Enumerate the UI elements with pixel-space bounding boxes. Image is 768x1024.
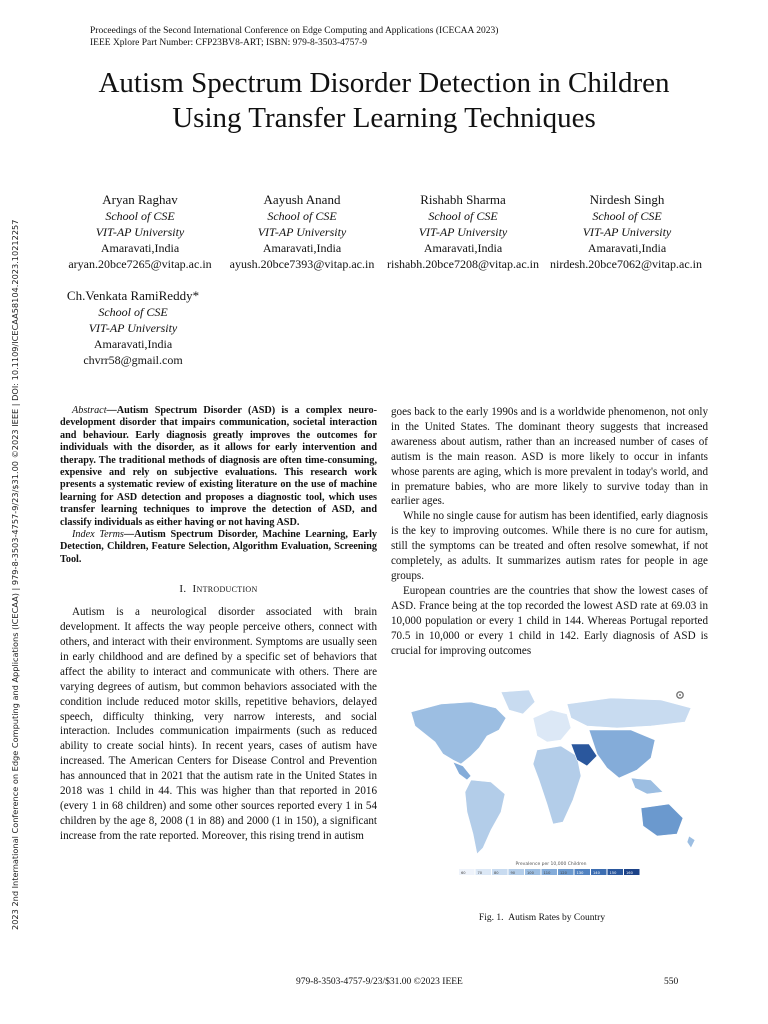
legend-tick-label: 140: [593, 870, 600, 875]
caption-label: Fig. 1.: [478, 913, 504, 923]
paper-title: [20, 66, 748, 136]
author-block: [547, 192, 707, 272]
body-paragraph: goes back to the early 1990s and is a worldwide phenomenon, not only in the United States. The dominant theory suggests that increased awareness about autism, rather than an increased number of cases of autism is the main reason. ASD is more likely to occur in infants whose parents are aging, which is more prevalent in today's world, and in premature babies, who are more likely to survive today than in earlier ages.: [391, 406, 708, 508]
index-terms: [60, 529, 377, 566]
author-location: Amaravati,India: [93, 337, 173, 351]
map-legend: [459, 869, 640, 875]
author-dept: School of CSE: [428, 209, 498, 223]
isbn-header: IEEE Xplore Part Number: CFP23BV8-ART; ISBN: 979-8-3503-4757-9: [90, 38, 368, 48]
footer-copyright: 979-8-3503-4757-9/23/$31.00 ©2023 IEEE: [296, 977, 463, 987]
page-number: 550: [664, 977, 679, 987]
author-location: Amaravati,India: [587, 241, 667, 255]
author-university: VIT-AP University: [582, 225, 672, 239]
section-title: Introduction: [192, 583, 258, 596]
index-terms-label: Index Terms: [72, 529, 124, 541]
legend-tick-label: 60: [461, 870, 466, 875]
world-choropleth-map: [401, 684, 701, 896]
legend-tick-label: 80: [494, 870, 499, 875]
author-dept: School of CSE: [592, 209, 662, 223]
author-block: [383, 192, 543, 272]
author-location: Amaravati,India: [262, 241, 342, 255]
author-email[interactable]: rishabh.20bce7208@vitap.ac.in: [386, 257, 539, 271]
author-university: VIT-AP University: [88, 321, 178, 335]
body-paragraph: European countries are the countries that show the lowest cases of ASD. France being at the top recorded the lowest ASD rate at 69.03 in 10,000 population or every 1 child in 144. Whereas Portugal reported 70.5 in 10,000 or every 1 child in 142. Early diagnosis of ASD is crucial for improving outcomes: [391, 584, 708, 657]
author-name: Rishabh Sharma: [420, 192, 506, 207]
legend-tick-label: 70: [477, 870, 483, 875]
author-email[interactable]: aryan.20bce7265@vitap.ac.in: [68, 257, 212, 271]
legend-tick-label: 110: [543, 870, 551, 875]
right-column: [391, 405, 708, 658]
author-email[interactable]: chvrr58@gmail.com: [83, 353, 183, 367]
intro-paragraph: Autism is a neurological disorder associated with brain development. It affects the way people perceive others, connect with others, and interact with their environment. Symptoms are usually seen in early childhood and are defined by a specific set of behaviors that affect the ability to interact and communicate with others. There are varying degrees of autism, but common behaviors associated with the condition include reduced motor skills, repetitive behaviors, delayed speech, difficulty thinking, very narrow interests, and social interaction. Includes communication impairments (such as reduced ability to create social hints). In recent years, cases of autism have increased. The American Centers for Disease Control and Prevention has announced that in 2021 that the autism rate in the United States in 2018 was 1 child in 44. This was higher than that reported in 2016 (every 1 in 68 children) and some other sources reported every 1 in 54 children by the age 8, 2008 (1 in 88) and 2000 (1 in 150), a significant increase from the rate reported. Moreover, this rising trend in autism: [60, 606, 377, 842]
author-block: [58, 288, 208, 368]
side-doi-note: 2023 2nd International Conference on Edge Computing and Applications (ICECAA) | 979-8-3503-4757-9/23/$31.00 ©2023 IEEE | DOI: 10.1109/ICECAA58104.2023.10212257: [10, 219, 20, 930]
abstract-text: —Autism Spectrum Disorder (ASD) is a complex neuro-development disorder that impairs communication, societal interaction and behaviour. Early diagnosis greatly improves the outcomes for individuals with the disorder, as it allows for early intervention and therapy. The traditional methods of diagnosis are often time-consuming, expensive and rely on subjective evaluations. This research work presents a systematic review of existing literature on the use of machine learning for ASD detection and proposes a diagnostic tool, which uses transfer learning techniques to improve the detection of ASD, and classify individuals as either having or not having ASD.: [60, 405, 377, 528]
section-number: I.: [179, 583, 187, 596]
author-location: Amaravati,India: [100, 241, 180, 255]
figure-world-map: [401, 684, 701, 896]
title-line-1: Autism Spectrum Disorder Detection in Children: [98, 67, 670, 99]
author-block: [222, 192, 382, 272]
legend-tick-label: 160: [626, 870, 633, 875]
author-name: Aryan Raghav: [102, 192, 178, 207]
author-name: Ch.Venkata RamiReddy*: [66, 288, 200, 303]
author-dept: School of CSE: [105, 209, 175, 223]
abstract: [60, 405, 377, 529]
author-university: VIT-AP University: [418, 225, 508, 239]
author-block: [60, 192, 220, 272]
section-heading-introduction: [60, 582, 377, 597]
author-name: Nirdesh Singh: [589, 192, 665, 207]
body-paragraph: While no single cause for autism has been identified, early diagnosis is the key to improving outcomes. While there is no cure for autism, still the symptoms can be treated and often resolve somewhat, if not completely, as adults. It summarizes autism rates for people in age groups.: [391, 510, 708, 582]
index-terms-text: —Autism Spectrum Disorder, Machine Learning, Early Detection, Children, Feature Selection, Algorithm Evaluation, Screening Tool.: [60, 529, 377, 565]
author-email[interactable]: ayush.20bce7393@vitap.ac.in: [229, 257, 375, 271]
author-name: Aayush Anand: [263, 192, 341, 207]
abstract-label: Abstract: [72, 405, 107, 416]
title-line-2: Using Transfer Learning Techniques: [172, 102, 596, 134]
proceedings-header: Proceedings of the Second International Conference on Edge Computing and Applications (ICECAA 2023): [90, 26, 499, 36]
legend-tick-label: 130: [576, 870, 584, 875]
legend-tick-label: 120: [560, 870, 567, 875]
author-university: VIT-AP University: [95, 225, 185, 239]
caption-text: Autism Rates by Country: [508, 913, 606, 923]
legend-tick-label: 150: [609, 870, 617, 875]
author-university: VIT-AP University: [257, 225, 347, 239]
left-column: [60, 405, 377, 844]
author-dept: School of CSE: [267, 209, 337, 223]
author-location: Amaravati,India: [423, 241, 503, 255]
figure-caption: [392, 913, 692, 923]
author-dept: School of CSE: [98, 305, 168, 319]
legend-title: Prevalence per 10,000 Children: [515, 862, 587, 867]
legend-tick-label: 90: [510, 870, 516, 875]
legend-tick-label: 100: [527, 870, 534, 875]
author-email[interactable]: nirdesh.20bce7062@vitap.ac.in: [549, 257, 702, 271]
